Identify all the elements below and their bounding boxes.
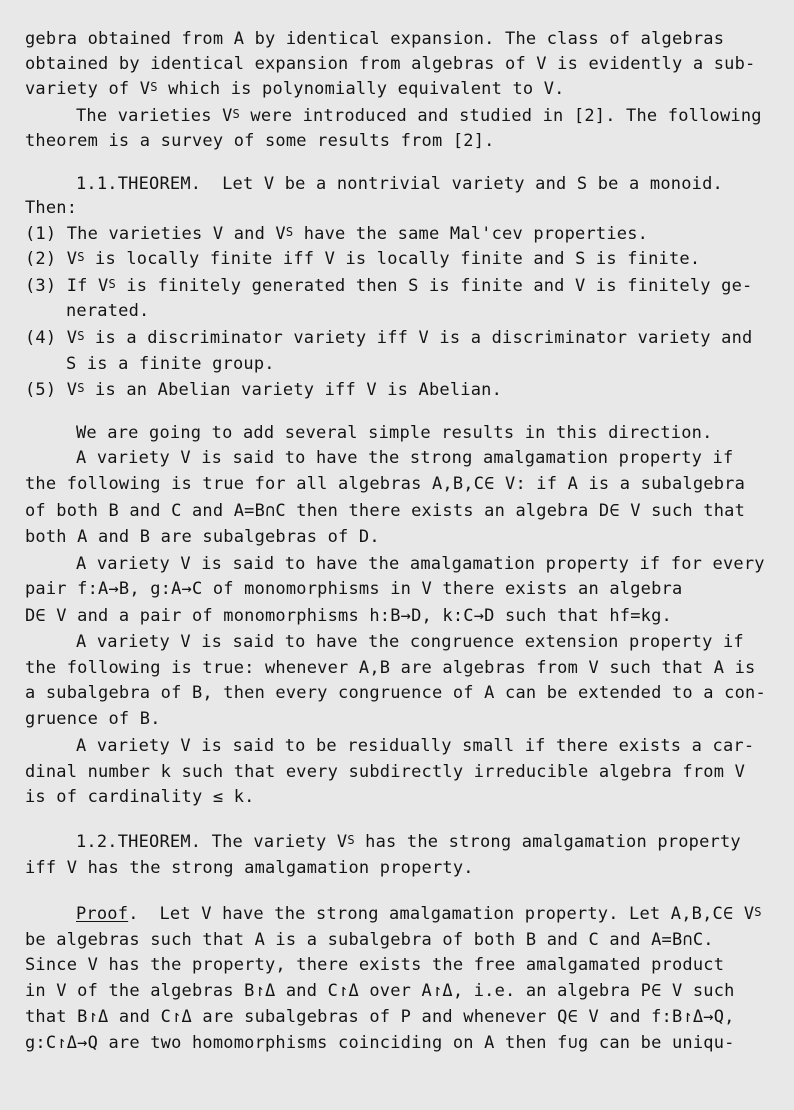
text-run: (3) If V (25, 276, 109, 296)
text-run: both A and B are subalgebras of D. (25, 527, 380, 547)
text-run: nerated. (66, 301, 150, 321)
text-line (76, 422, 713, 444)
text-run: A variety V is said to have the strong amalgamation property if (76, 448, 734, 468)
superscript: S (77, 381, 85, 395)
text-run: iff V has the strong amalgamation property. (25, 858, 474, 878)
text-run: gebra obtained from A by identical expansion. The class of algebras (25, 29, 725, 49)
text-run: (2) V (25, 249, 78, 269)
text-line (76, 105, 762, 128)
superscript: S (77, 329, 85, 343)
underlined-text: Proof (76, 904, 129, 924)
text-run: A variety V is said to have the amalgamation property if for every (76, 554, 765, 574)
text-line (25, 526, 380, 548)
text-line (25, 657, 755, 679)
text-line (25, 28, 724, 50)
text-line (25, 708, 161, 730)
text-run: theorem is a survey of some results from [2]. (25, 131, 495, 151)
text-run: Then: (25, 198, 78, 218)
text-line (25, 929, 714, 951)
text-run: obtained by identical expansion from algebras of V is evidently a sub- (25, 54, 756, 74)
text-line (25, 786, 255, 808)
text-line (76, 735, 754, 757)
text-run: 1.2.THEOREM. The variety V (76, 832, 348, 852)
text-run: that B↾Δ and C↾Δ are subalgebras of P and whenever Q∈ V and f:B↾Δ→Q, (25, 1007, 735, 1027)
text-run: is locally finite iff V is locally finite and S is finite. (84, 249, 701, 269)
text-run: Since V has the property, there exists the free amalgamated product (25, 955, 725, 975)
text-line (25, 857, 474, 879)
text-line (25, 275, 752, 298)
text-line (25, 1006, 735, 1028)
text-run: gruence of B. (25, 709, 161, 729)
text-run: The varieties V (76, 106, 233, 126)
text-run: which is polynomially equivalent to V. (157, 79, 565, 99)
text-run: dinal number k such that every subdirectly irreducible algebra from V (25, 762, 746, 782)
superscript: S (77, 250, 85, 264)
text-line (76, 831, 741, 854)
text-run: S is a finite group. (66, 354, 275, 374)
superscript: S (232, 107, 240, 121)
text-run: in V of the algebras B↾Δ and C↾Δ over A↾Δ, i.e. an algebra P∈ V such (25, 981, 735, 1001)
text-run: g:C↾Δ→Q are two homomorphisms coinciding on A then f∪g can be uniqu- (25, 1033, 735, 1053)
superscript: S (150, 80, 158, 94)
text-run: A variety V is said to be residually small if there exists a car- (76, 736, 755, 756)
text-line (25, 1032, 735, 1054)
text-run: is of cardinality ≤ k. (25, 787, 255, 807)
text-line (76, 903, 762, 926)
text-line (76, 173, 723, 195)
text-run: 1.1.THEOREM. Let V be a nontrivial variety and S be a monoid. (76, 174, 723, 194)
text-line (25, 78, 565, 101)
superscript: S (754, 905, 762, 919)
text-line (25, 954, 724, 976)
text-run: is a discriminator variety iff V is a discriminator variety and (84, 328, 753, 348)
text-line (25, 761, 745, 783)
text-line (25, 500, 745, 522)
text-run: variety of V (25, 79, 151, 99)
text-run: the following is true for all algebras A,B,C∈ V: if A is a subalgebra (25, 474, 746, 494)
text-line (25, 223, 648, 246)
text-line (76, 553, 765, 575)
text-run: a subalgebra of B, then every congruence of A can be extended to a con- (25, 683, 766, 703)
text-run: were introduced and studied in [2]. The following (239, 106, 762, 126)
superscript: S (108, 277, 116, 291)
text-line (25, 197, 77, 219)
text-line (25, 53, 755, 75)
text-line (25, 682, 766, 704)
text-run: pair f:A→B, g:A→C of monomorphisms in V there exists an algebra (25, 579, 683, 599)
superscript: S (285, 225, 294, 239)
text-run: . Let V have the strong amalgamation property. Let A,B,C∈ V (128, 904, 755, 924)
text-run: We are going to add several simple results in this direction. (76, 423, 713, 443)
text-line (25, 578, 682, 600)
text-run: (5) V (25, 380, 78, 400)
text-line (76, 447, 733, 469)
text-run: (4) V (25, 328, 78, 348)
text-line (25, 379, 502, 402)
text-line (25, 327, 752, 350)
text-run: be algebras such that A is a subalgebra of both B and C and A=B∩C. (25, 930, 714, 950)
superscript: S (347, 833, 355, 847)
text-run: have the same Mal'cev properties. (293, 224, 649, 244)
text-run: has the strong amalgamation property (354, 832, 741, 852)
text-line (25, 473, 745, 495)
text-run: is an Abelian variety iff V is Abelian. (84, 380, 503, 400)
text-run: D∈ V and a pair of monomorphisms h:B→D, k:C→D such that hf=kg. (25, 606, 672, 626)
text-line (25, 980, 735, 1002)
text-run: (1) The varieties V and V (25, 224, 286, 244)
text-line (25, 605, 672, 627)
text-line (25, 130, 495, 152)
text-line (76, 631, 744, 653)
text-run: is finitely generated then S is finite and V is finitely ge- (115, 276, 753, 296)
text-line (66, 353, 275, 375)
text-run: A variety V is said to have the congruence extension property if (76, 632, 744, 652)
text-run: of both B and C and A=B∩C then there exists an algebra D∈ V such that (25, 501, 746, 521)
text-line (25, 248, 700, 271)
text-run: the following is true: whenever A,B are algebras from V such that A is (25, 658, 756, 678)
text-line (66, 300, 149, 322)
